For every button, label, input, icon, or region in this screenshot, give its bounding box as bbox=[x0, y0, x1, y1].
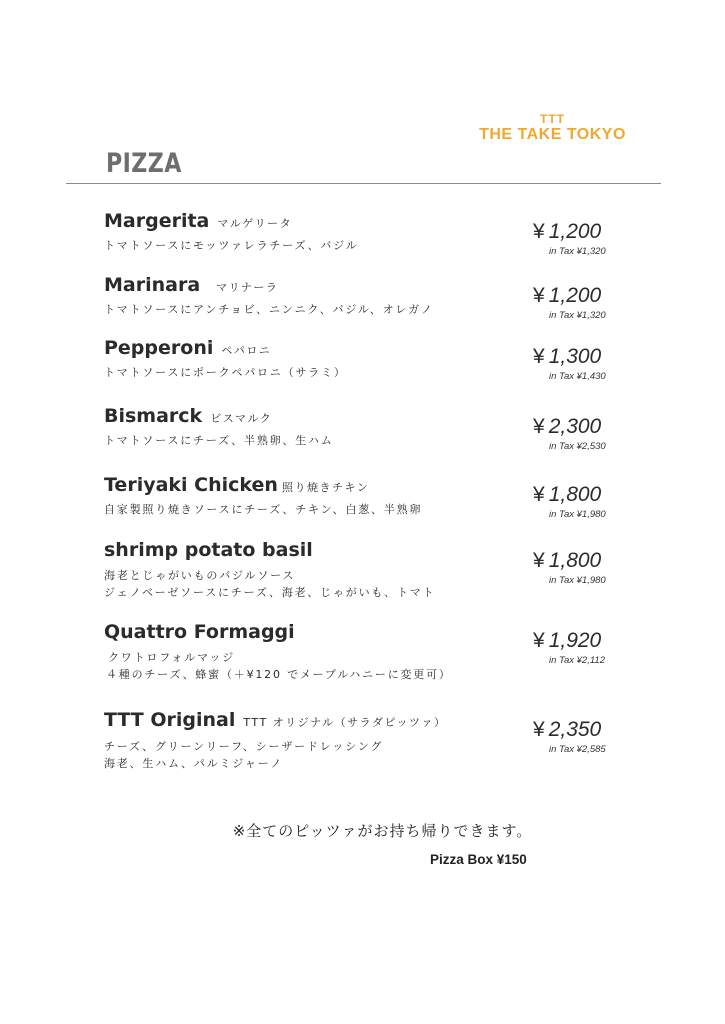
menu-item-margerita bbox=[104, 208, 664, 257]
price-tax: in Tax ¥2,112 bbox=[549, 655, 605, 666]
item-desc-line-2: 海老、生ハム、パルミジャーノ bbox=[104, 757, 284, 770]
item-price bbox=[533, 415, 653, 452]
item-price bbox=[533, 220, 653, 257]
pizza-box-price: Pizza Box ¥150 bbox=[430, 852, 527, 867]
price-tax: in Tax ¥2,530 bbox=[549, 441, 606, 452]
yen-sign: ¥ bbox=[533, 415, 545, 438]
logo-ttt: TTT bbox=[540, 112, 565, 126]
price-value: 1,800 bbox=[548, 483, 602, 506]
menu-item-quattro-formaggi bbox=[104, 619, 664, 683]
takeout-note: ※全てのピッツァがお持ち帰りできます。 bbox=[232, 822, 533, 840]
item-price bbox=[533, 345, 653, 382]
item-price bbox=[533, 718, 653, 755]
yen-sign: ¥ bbox=[533, 345, 545, 368]
item-desc: トマトソースにポークペパロニ（サラミ） bbox=[104, 366, 347, 379]
item-desc-line-2: ４種のチーズ、蜂蜜（＋¥120 でメープルハニーに変更可） bbox=[106, 668, 452, 681]
item-desc: 自家製照り焼きソースにチーズ、チキン、白葱、半熟卵 bbox=[104, 503, 423, 516]
yen-sign: ¥ bbox=[533, 284, 545, 307]
item-price bbox=[533, 483, 653, 520]
yen-sign: ¥ bbox=[533, 629, 545, 652]
yen-sign: ¥ bbox=[533, 549, 545, 572]
item-desc-line-1: 海老とじゃがいものバジルソース bbox=[104, 569, 296, 582]
price-tax: in Tax ¥1,320 bbox=[549, 246, 606, 257]
page-title: PIZZA bbox=[106, 148, 182, 179]
price-value: 1,200 bbox=[548, 220, 602, 243]
item-desc-line-2: ジェノベーゼソースにチーズ、海老、じゃがいも、トマト bbox=[104, 586, 436, 599]
price-tax: in Tax ¥2,585 bbox=[549, 744, 606, 755]
menu-item-shrimp-potato-basil bbox=[104, 537, 664, 601]
menu-item-teriyaki-chicken bbox=[104, 472, 664, 518]
item-price bbox=[533, 549, 653, 586]
item-name: shrimp potato basil bbox=[104, 539, 313, 561]
item-desc-line-1: チーズ、グリーンリーフ、シーザードレッシング bbox=[104, 740, 384, 753]
item-name: Bismarck bbox=[104, 405, 203, 427]
menu-item-marinara bbox=[104, 272, 664, 321]
item-desc: トマトソースにチーズ、半熟卵、生ハム bbox=[104, 434, 334, 447]
yen-sign: ¥ bbox=[533, 220, 545, 243]
yen-sign: ¥ bbox=[533, 718, 545, 741]
item-name: Margerita bbox=[104, 210, 210, 232]
item-name: Quattro Formaggi bbox=[104, 621, 295, 643]
item-desc-line-1: クワトロフォルマッジ bbox=[108, 651, 236, 664]
logo-name: THE TAKE TOKYO bbox=[479, 126, 626, 143]
price-value: 1,300 bbox=[548, 345, 602, 368]
menu-item-pepperoni bbox=[104, 335, 664, 381]
yen-sign: ¥ bbox=[533, 483, 545, 506]
item-name: Pepperoni bbox=[104, 337, 214, 359]
price-tax: in Tax ¥1,980 bbox=[549, 575, 606, 586]
item-jp-name: ペパロニ bbox=[221, 344, 272, 357]
brand-logo bbox=[470, 112, 635, 144]
price-tax: in Tax ¥1,980 bbox=[549, 509, 606, 520]
item-price bbox=[533, 629, 653, 666]
menu-item-ttt-original bbox=[104, 707, 664, 772]
item-name: TTT Original bbox=[104, 709, 236, 731]
menu-item-bismarck bbox=[104, 403, 664, 452]
price-tax: in Tax ¥1,430 bbox=[549, 371, 606, 382]
price-value: 1,800 bbox=[548, 549, 602, 572]
price-value: 1,200 bbox=[548, 284, 602, 307]
item-jp-name: 照り焼きチキン bbox=[281, 481, 370, 494]
item-jp-name: TTT オリジナル（サラダピッツァ） bbox=[243, 716, 447, 729]
item-jp-name: ビスマルク bbox=[210, 412, 273, 425]
item-name: Teriyaki Chicken bbox=[104, 474, 278, 496]
title-divider bbox=[66, 183, 661, 184]
item-price bbox=[533, 284, 653, 321]
item-name: Marinara bbox=[104, 274, 201, 296]
item-jp-name: マルゲリータ bbox=[217, 217, 293, 230]
item-desc: トマトソースにモッツァレラチーズ、バジル bbox=[104, 239, 359, 252]
price-value: 1,920 bbox=[548, 629, 602, 652]
item-desc: トマトソースにアンチョビ、ニンニク、バジル、オレガノ bbox=[104, 303, 434, 316]
item-jp-name: マリナーラ bbox=[216, 281, 279, 294]
price-value: 2,300 bbox=[548, 415, 602, 438]
price-tax: in Tax ¥1,320 bbox=[549, 310, 606, 321]
price-value: 2,350 bbox=[548, 718, 602, 741]
